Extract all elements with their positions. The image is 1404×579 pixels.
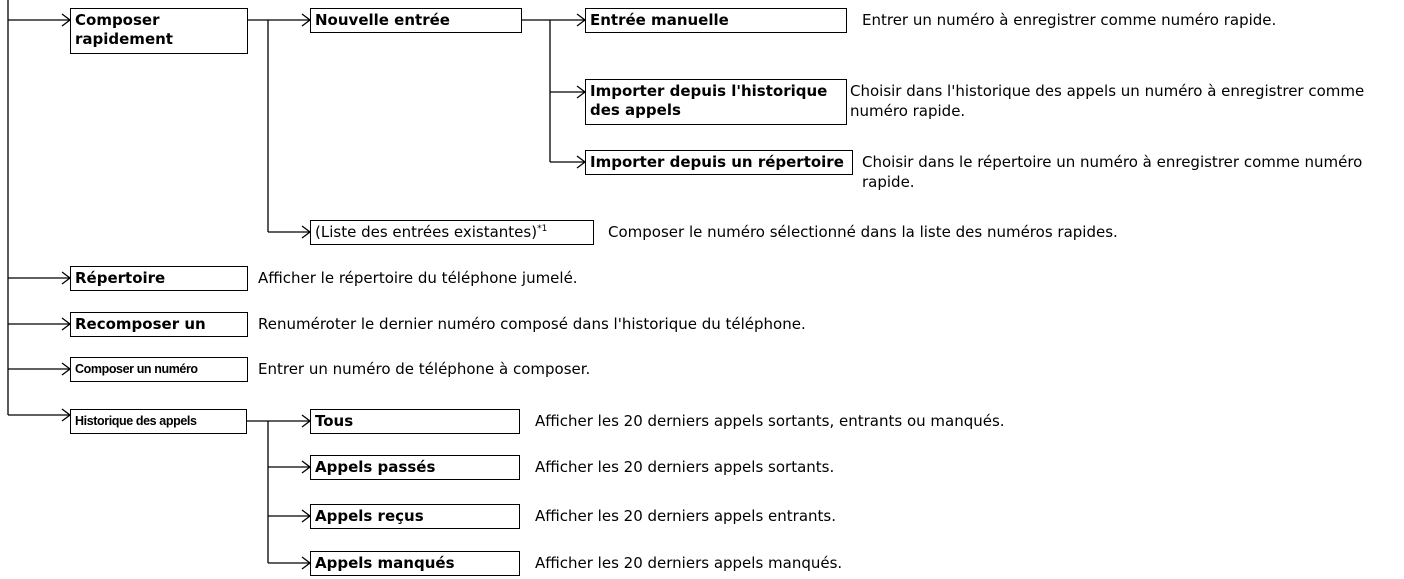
desc-history-missed: Afficher les 20 derniers appels manqués.	[535, 554, 843, 572]
desc-import-call-history: Choisir dans l'historique des appels un numéro à enregistrer comme numéro rapide.	[850, 82, 1365, 120]
node-call-history: Historique des appels	[70, 409, 247, 434]
node-history-missed: Appels manqués	[310, 551, 520, 576]
node-manual-entry: Entrée manuelle	[585, 8, 847, 33]
node-phonebook: Répertoire	[70, 266, 248, 291]
node-speed-dial: Composer rapidement	[70, 8, 248, 54]
node-history-all: Tous	[310, 409, 520, 434]
desc-manual-entry: Entrer un numéro à enregistrer comme numéro rapide.	[862, 11, 1277, 29]
desc-history-dialed: Afficher les 20 derniers appels sortants.	[535, 458, 835, 476]
existing-entries-label: (Liste des entrées existantes)	[315, 223, 538, 241]
desc-import-phonebook: Choisir dans le répertoire un numéro à enregistrer comme numéro rapide.	[862, 153, 1363, 191]
node-dial-number: Composer un numéro	[70, 357, 248, 382]
node-import-call-history: Importer depuis l'historique des appels	[585, 79, 847, 125]
node-new-entry: Nouvelle entrée	[310, 8, 522, 33]
desc-phonebook: Afficher le répertoire du téléphone jumelé.	[258, 269, 578, 287]
node-history-received: Appels reçus	[310, 504, 520, 529]
desc-dial-number: Entrer un numéro de téléphone à composer.	[258, 360, 591, 378]
desc-existing-entries: Composer le numéro sélectionné dans la liste des numéros rapides.	[608, 223, 1118, 241]
node-existing-entries	[310, 220, 594, 245]
node-history-dialed: Appels passés	[310, 455, 520, 480]
desc-history-received: Afficher les 20 derniers appels entrants.	[535, 507, 836, 525]
footnote-marker: *1	[537, 224, 548, 234]
node-import-phonebook: Importer depuis un répertoire	[585, 150, 853, 175]
node-redial: Recomposer un	[70, 312, 248, 337]
desc-history-all: Afficher les 20 derniers appels sortants, entrants ou manqués.	[535, 412, 1005, 430]
desc-redial: Renuméroter le dernier numéro composé dans l'historique du téléphone.	[258, 315, 806, 333]
